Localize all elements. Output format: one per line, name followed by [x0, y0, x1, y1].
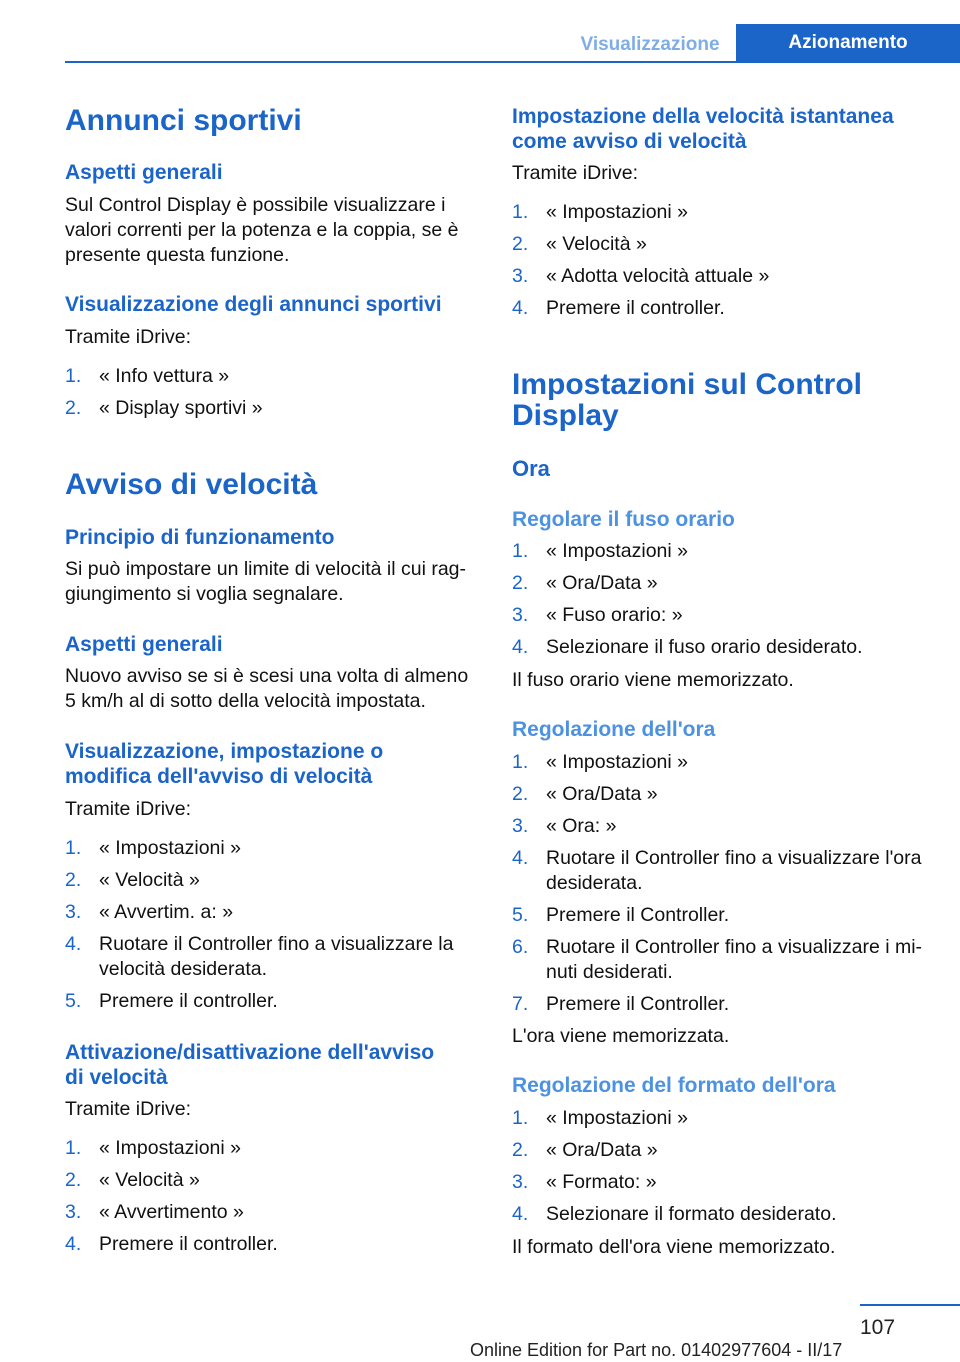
heading-annunci-sportivi: Annunci sportivi	[65, 104, 302, 137]
list-item: 1. « Impostazioni »	[512, 1107, 688, 1129]
list-item: 4. Selezionare il fuso orario desiderato.	[512, 636, 863, 658]
list-item: 2. « Velocità »	[65, 869, 200, 891]
paragraph-line: presente questa funzione.	[65, 244, 290, 266]
heading-fuso-orario: Regolare il fuso orario	[512, 508, 735, 531]
list-item: 2. « Velocità »	[512, 233, 647, 255]
heading-visualizzazione-annunci: Visualizzazione degli annunci sportivi	[65, 293, 442, 316]
tramite-idrive: Tramite iDrive:	[65, 326, 192, 348]
list-item: 2. « Ora/Data »	[512, 572, 658, 594]
paragraph-line: Il fuso orario viene memorizzato.	[512, 669, 794, 691]
list-item: 1. « Impostazioni »	[512, 751, 688, 773]
list-item-continuation: nuti desiderati.	[546, 961, 673, 983]
list-item: 4. Premere il controller.	[512, 297, 725, 319]
list-item: 7. Premere il Controller.	[512, 993, 730, 1015]
heading-aspetti-generali-2: Aspetti generali	[65, 633, 223, 656]
paragraph-line: Il formato dell'ora viene memorizzato.	[512, 1236, 836, 1258]
list-item: 5. Premere il controller.	[65, 990, 278, 1012]
tramite-idrive: Tramite iDrive:	[65, 798, 192, 820]
heading-impostazioni-control-display: Impostazioni sul Control	[512, 368, 862, 401]
list-item: 3. « Ora: »	[512, 815, 617, 837]
header-section-tab: Visualizzazione	[580, 34, 720, 55]
list-item: 1. « Impostazioni »	[65, 837, 241, 859]
list-item: 1. « Impostazioni »	[512, 540, 688, 562]
heading-attivazione: Attivazione/disattivazione dell'avviso	[65, 1041, 435, 1064]
paragraph-line: Nuovo avviso se si è scesi una volta di almeno	[65, 665, 469, 687]
list-item-continuation: desiderata.	[546, 872, 643, 894]
header-rule	[65, 61, 960, 63]
paragraph-line: Sul Control Display è possibile visualizzare i	[65, 194, 446, 216]
heading-visualizzazione-impostazione-line2: modifica dell'avviso di velocità	[65, 765, 373, 788]
list-item: 3. « Avvertimento »	[65, 1201, 244, 1223]
heading-regolazione-ora: Regolazione dell'ora	[512, 718, 716, 741]
footer-rule	[860, 1304, 960, 1306]
list-item: 4. Selezionare il formato desiderato.	[512, 1203, 837, 1225]
paragraph-line: Si può impostare un limite di velocità il cui rag‐	[65, 558, 467, 580]
list-item: 3. « Avvertim. a: »	[65, 901, 234, 923]
list-item: 1. « Impostazioni »	[512, 201, 688, 223]
list-item: 2. « Ora/Data »	[512, 1139, 658, 1161]
list-item: 1. « Info vettura »	[65, 365, 230, 387]
list-item: 2. « Ora/Data »	[512, 783, 658, 805]
heading-velocita-istantanea-line2: come avviso di velocità	[512, 130, 747, 153]
heading-impostazioni-control-display-line2: Display	[512, 399, 619, 432]
heading-aspetti-generali: Aspetti generali	[65, 161, 223, 184]
list-item: 6. Ruotare il Controller fino a visualizzare i mi‐	[512, 936, 923, 958]
list-item: 4. Ruotare il Controller fino a visualizzare la	[65, 933, 454, 955]
heading-avviso-velocita: Avviso di velocità	[65, 468, 318, 501]
heading-attivazione-line2: di velocità	[65, 1066, 168, 1089]
paragraph-line: giungimento si voglia segnalare.	[65, 583, 344, 605]
list-item: 4. Ruotare il Controller fino a visualizzare l'ora	[512, 847, 922, 869]
heading-formato-ora: Regolazione del formato dell'ora	[512, 1074, 836, 1097]
list-item: 3. « Formato: »	[512, 1171, 657, 1193]
list-item: 5. Premere il Controller.	[512, 904, 730, 926]
heading-visualizzazione-impostazione: Visualizzazione, impostazione o	[65, 740, 384, 763]
list-item-continuation: velocità desiderata.	[99, 958, 268, 980]
list-item: 2. « Display sportivi »	[65, 397, 263, 419]
header-chapter-tab: Azionamento	[736, 24, 960, 63]
list-item: 3. « Adotta velocità attuale »	[512, 265, 770, 287]
list-item: 3. « Fuso orario: »	[512, 604, 683, 626]
edition-footer: Online Edition for Part no. 01402977604 - II/17	[470, 1340, 843, 1360]
tramite-idrive: Tramite iDrive:	[512, 162, 639, 184]
list-item: 2. « Velocità »	[65, 1169, 200, 1191]
paragraph-line: 5 km/h al di sotto della velocità impostata.	[65, 690, 426, 712]
heading-ora: Ora	[512, 456, 550, 481]
heading-principio: Principio di funzionamento	[65, 526, 335, 549]
list-item: 1. « Impostazioni »	[65, 1137, 241, 1159]
paragraph-line: L'ora viene memorizzata.	[512, 1025, 730, 1047]
heading-velocita-istantanea: Impostazione della velocità istantanea	[512, 105, 894, 128]
tramite-idrive: Tramite iDrive:	[65, 1098, 192, 1120]
list-item: 4. Premere il controller.	[65, 1233, 278, 1255]
paragraph-line: valori correnti per la potenza e la coppia, se è	[65, 219, 459, 241]
page-number: 107	[860, 1316, 896, 1339]
